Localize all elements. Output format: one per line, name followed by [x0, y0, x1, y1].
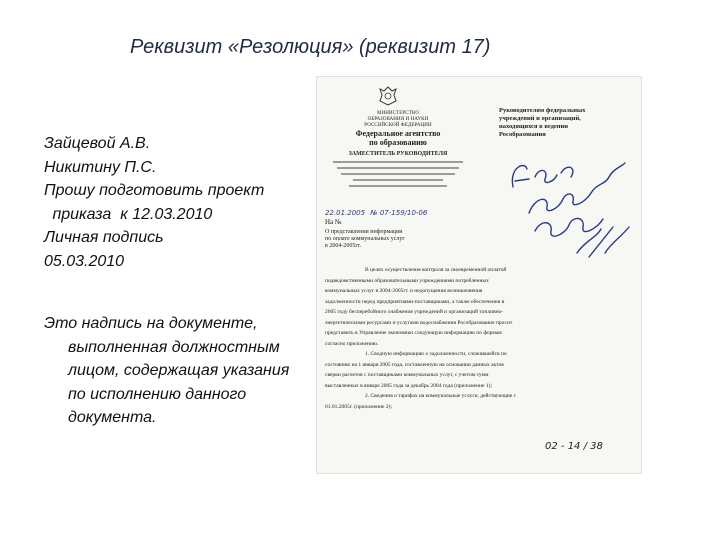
ministry-line: ОБРАЗОВАНИЯ И НАУКИ — [367, 117, 429, 122]
resolution-line: Личная подпись — [44, 229, 164, 246]
resolution-line: Зайцевой А.В. — [44, 135, 151, 152]
body-line: энергетическими ресурсами и услугами водоснабжения Рособразование просит — [325, 319, 513, 326]
resolution-line: Прошу подготовить проект — [44, 182, 265, 199]
note-line: Это надпись на документе, — [44, 315, 258, 332]
addressee-block — [499, 107, 629, 139]
agency-name: Федеральное агентство — [355, 129, 441, 138]
subject-line: в 2004-2005гг. — [325, 243, 362, 249]
addressee-line: находящихся в ведении — [499, 123, 569, 130]
body-line: выставленных в январе 2005 года за декабрь 2004 года (приложение 1); — [325, 382, 492, 389]
handwritten-registration-mark: 02 - 14 / 38 — [545, 441, 603, 452]
note-line: по исполнению данного — [68, 385, 247, 403]
registration-block — [325, 209, 427, 227]
definition-note — [44, 312, 334, 430]
addressee-line: Руководителям федеральных — [499, 107, 586, 114]
registration-date: 22.01.2005 — [325, 209, 366, 217]
handwritten-resolution — [505, 157, 637, 267]
address-block — [323, 158, 473, 192]
document-body — [325, 265, 639, 412]
deputy-title: ЗАМЕСТИТЕЛЬ РУКОВОДИТЕЛЯ — [348, 151, 448, 157]
agency-name: по образованию — [369, 138, 427, 147]
body-line: В целях осуществления контроля за своевременной оплатой — [365, 267, 507, 273]
page-title: Реквизит «Резолюция» (реквизит 17) — [130, 36, 491, 58]
resolution-text — [44, 132, 334, 273]
subject-line: О представлении информации — [325, 229, 403, 235]
body-line: подведомственными образовательными учреждениями потребленных — [325, 277, 489, 284]
body-line: 01.01.2005г. (приложение 2); — [325, 403, 392, 410]
ministry-line: РОССИЙСКОЙ ФЕДЕРАЦИИ — [364, 123, 432, 128]
resolution-line: приказа к 12.03.2010 — [48, 205, 213, 223]
body-line: представить в Управление экономики следующую информацию по формам — [325, 330, 502, 336]
document-scan — [316, 76, 642, 474]
body-line: 2005 году бесперебойного снабжения учреждений и организаций топливно- — [325, 309, 504, 315]
ministry-line: МИНИСТЕРСТВО — [376, 111, 420, 116]
coat-of-arms-icon — [377, 85, 399, 107]
body-line: задолженности перед предприятиями-поставщиками, а также обеспечения в — [325, 298, 505, 305]
body-line: сверки расчетов с поставщиками коммунальных услуг, с учетом сумм — [325, 372, 489, 378]
resolution-line: 05.03.2010 — [44, 252, 125, 270]
body-line: согласно приложению. — [325, 340, 379, 347]
document-subject — [325, 229, 485, 250]
body-line: 1. Сводную информацию о задолженности, сложившейся по — [365, 351, 507, 357]
body-line: 2. Сведения о тарифах на коммунальные услуги, действующие с — [365, 393, 517, 399]
note-line: документа. — [68, 409, 157, 426]
body-line: состоянию на 1 января 2005 года, составленную на основании данных актов — [325, 361, 504, 368]
note-line: лицом, содержащая указания — [68, 362, 290, 379]
note-line: выполненная должностным — [68, 338, 280, 356]
addressee-line: учреждений и организаций, — [499, 115, 581, 122]
subject-line: по оплате коммунальных услуг — [325, 236, 405, 242]
sender-block — [323, 111, 473, 197]
resolution-line: Никитину П.С. — [44, 158, 157, 176]
body-line: коммунальных услуг в 2004-2005гг. и недопущения возникновения — [325, 288, 483, 294]
reference-label: На № — [325, 218, 342, 226]
registration-number: № 07-159/10-06 — [370, 209, 428, 217]
addressee-line: Рособразования — [499, 131, 546, 138]
